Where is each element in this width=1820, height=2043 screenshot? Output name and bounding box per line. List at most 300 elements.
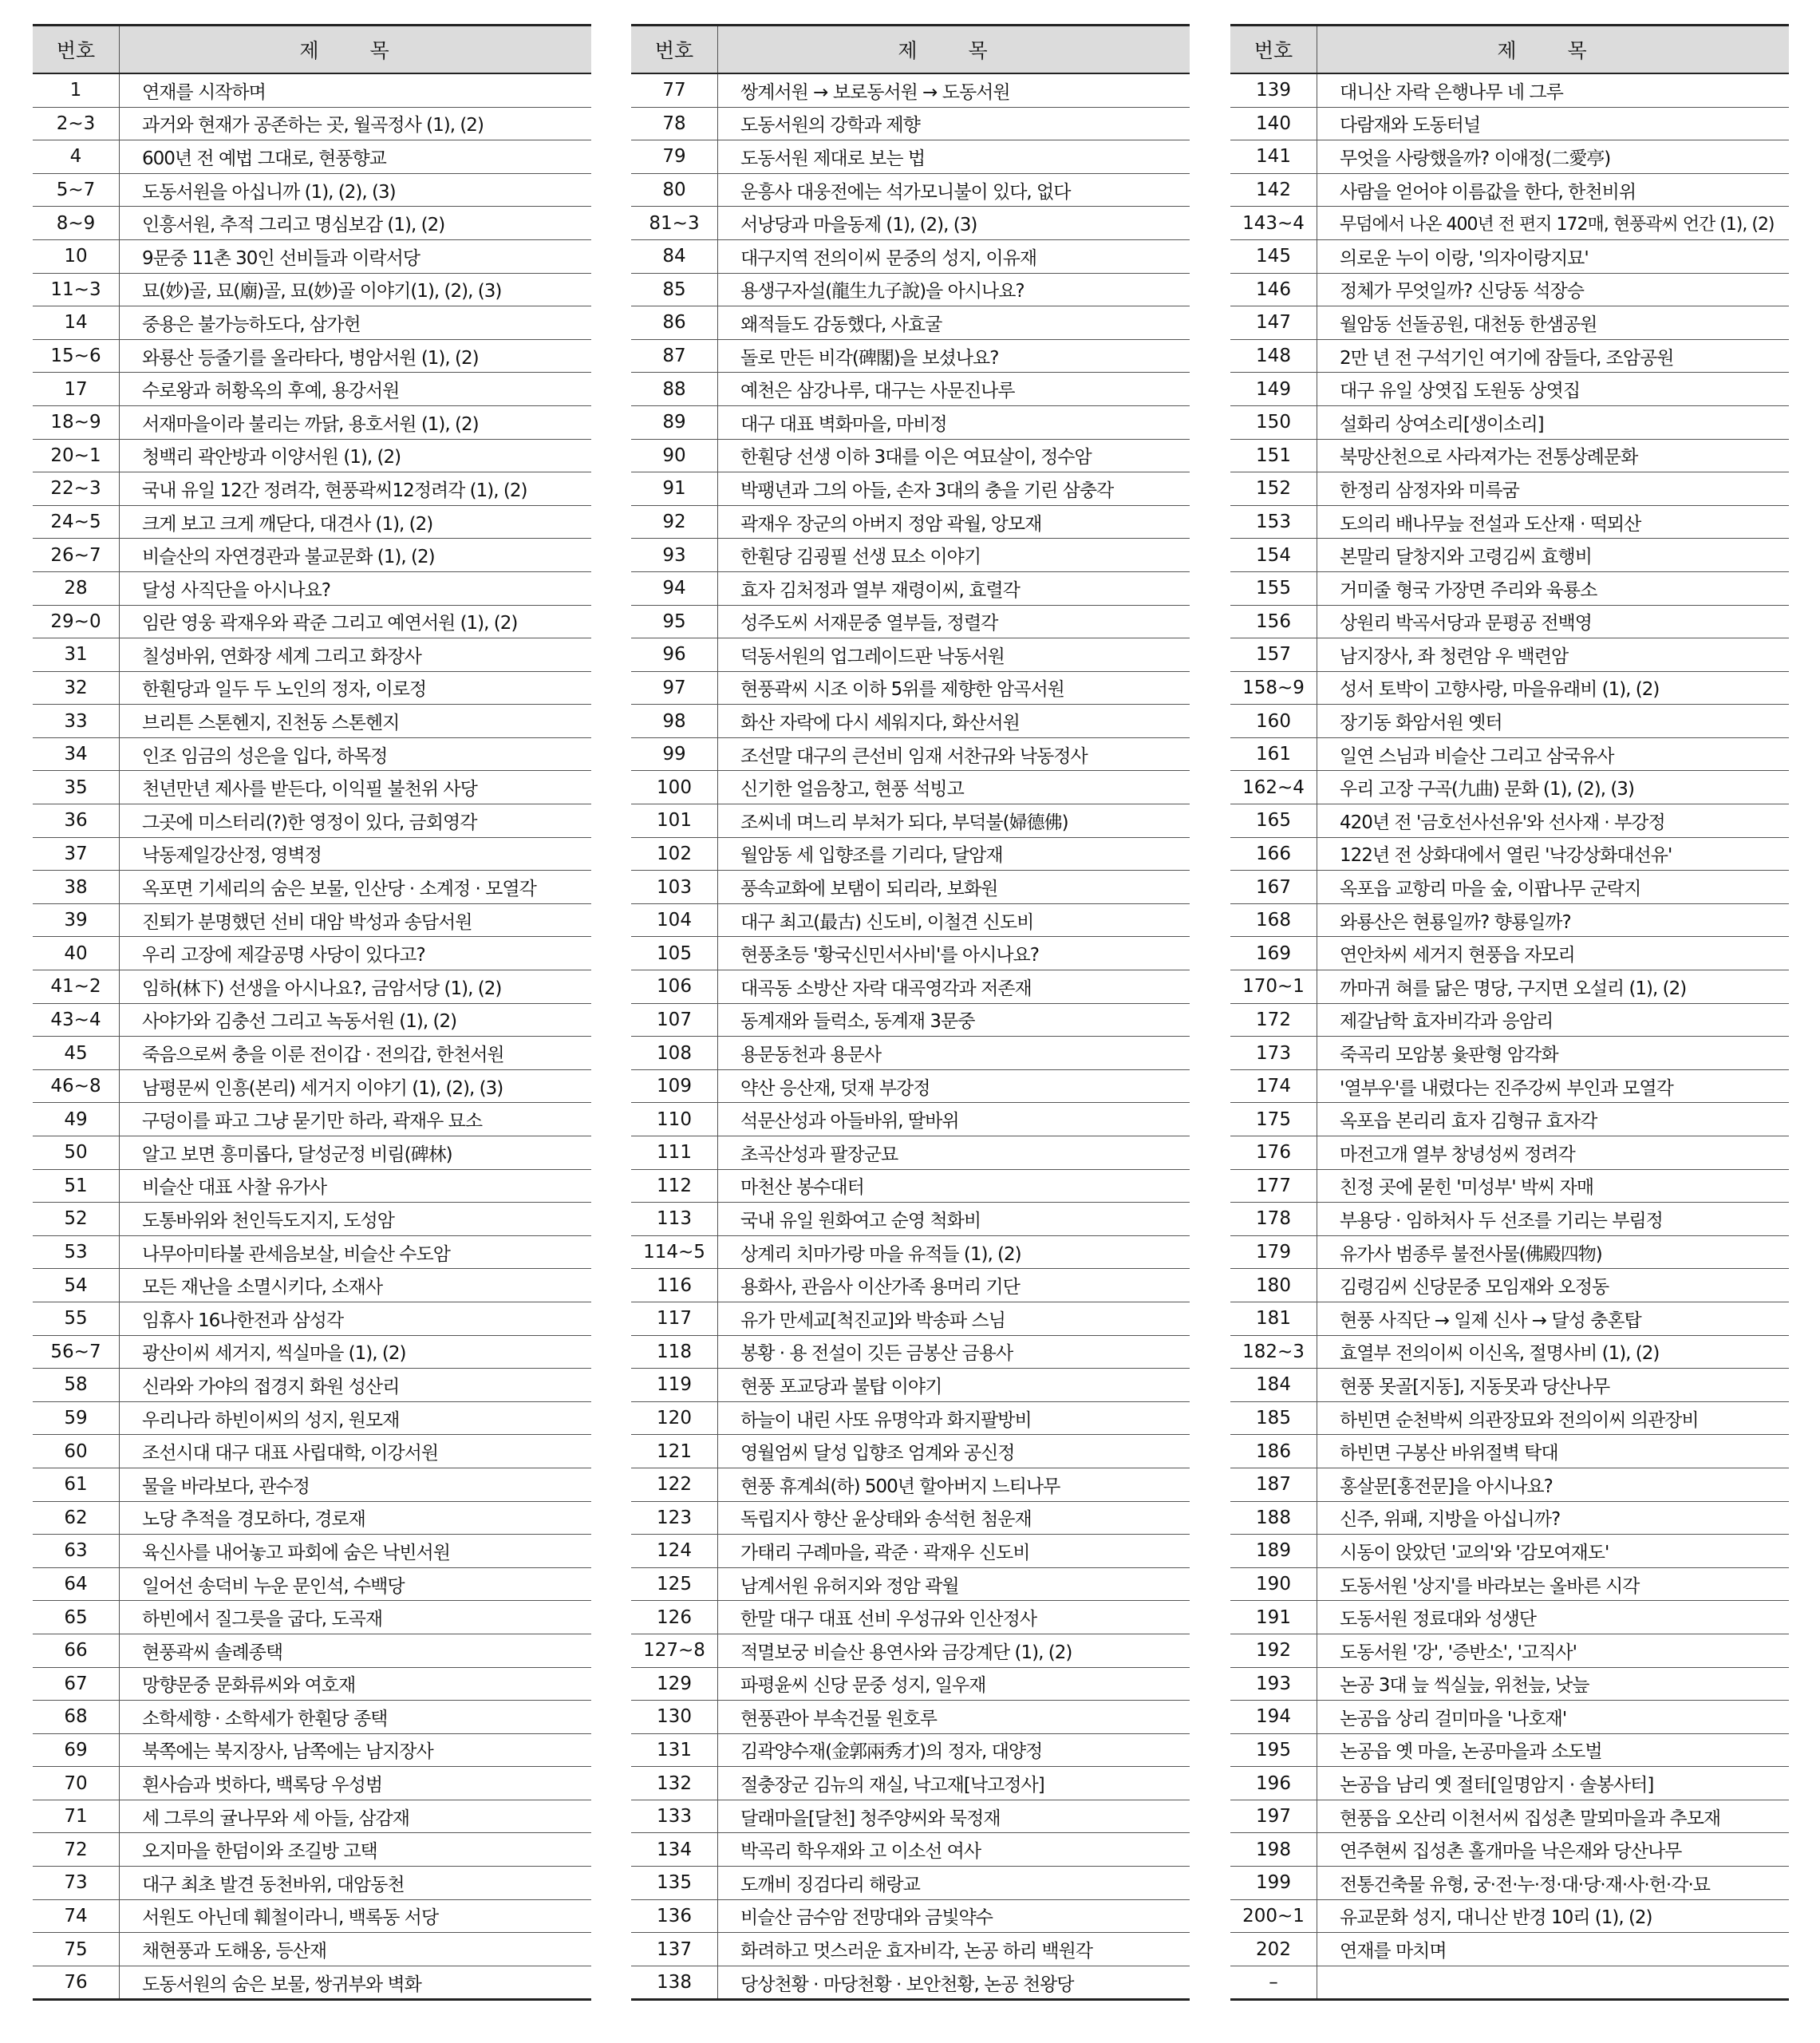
table-row	[33, 1235, 591, 1269]
table-row	[631, 1733, 1190, 1767]
entry-title: 크게 보고 크게 깨닫다, 대견사 (1), (2)	[120, 505, 592, 539]
table-row	[631, 1701, 1190, 1734]
table-row	[631, 1833, 1190, 1867]
entry-title: 효자 김처정과 열부 재령이씨, 효렬각	[718, 571, 1190, 605]
entry-number: 20~1	[33, 439, 120, 472]
entry-title: 홍살문[홍전문]을 아시나요?	[1317, 1468, 1790, 1501]
table-row	[1230, 1899, 1789, 1933]
entry-number: 191	[1230, 1601, 1317, 1634]
entry-title: 하빈에서 질그릇을 굽다, 도곡재	[120, 1601, 592, 1634]
table-row	[1230, 239, 1789, 273]
table-row	[33, 1435, 591, 1468]
entry-title: 화려하고 멋스러운 효자비각, 논공 하리 백원각	[718, 1933, 1190, 1966]
table-row	[631, 1800, 1190, 1833]
table-row	[631, 239, 1190, 273]
table-row	[33, 1767, 591, 1800]
entry-number: 95	[631, 605, 718, 638]
entry-number: 71	[33, 1800, 120, 1833]
entry-title: 옥포읍 본리리 효자 김형규 효자각	[1317, 1103, 1790, 1136]
entry-title: 일연 스님과 비슬산 그리고 삼국유사	[1317, 737, 1790, 771]
entry-title: 신라와 가야의 접경지 화원 성산리	[120, 1369, 592, 1402]
entry-title: 하늘이 내린 사또 유명악과 화지팔방비	[718, 1401, 1190, 1435]
table-row	[33, 107, 591, 140]
entry-number: 178	[1230, 1203, 1317, 1236]
entry-title: 친정 곳에 묻힌 '미성부' 박씨 자매	[1317, 1169, 1790, 1203]
entry-title: 브리튼 스톤헨지, 진천동 스톤헨지	[120, 705, 592, 738]
table-row	[33, 937, 591, 970]
entry-title: 연주현씨 집성촌 홀개마을 낙은재와 당산나무	[1317, 1833, 1790, 1867]
entry-title: 연재를 마치며	[1317, 1933, 1790, 1966]
table-row	[33, 472, 591, 506]
table-row	[631, 1933, 1190, 1966]
entry-title: 시동이 앉았던 '교의'와 '감모여재도'	[1317, 1535, 1790, 1568]
table-row	[631, 903, 1190, 937]
table-row	[631, 671, 1190, 705]
entry-number: 96	[631, 638, 718, 672]
table-row	[33, 1701, 591, 1734]
entry-title: 쌍계서원 → 보로동서원 → 도동서원	[718, 73, 1190, 107]
entry-number: 123	[631, 1501, 718, 1535]
table-row	[33, 1501, 591, 1535]
entry-title: 월암동 선돌공원, 대천동 한샘공원	[1317, 306, 1790, 340]
index-table-1	[33, 24, 591, 2001]
entry-number: 50	[33, 1136, 120, 1170]
entry-number: 157	[1230, 638, 1317, 672]
entry-number: 98	[631, 705, 718, 738]
entry-number: 52	[33, 1203, 120, 1236]
table-row	[33, 73, 591, 107]
table-row	[631, 1966, 1190, 2000]
entry-number: 77	[631, 73, 718, 107]
table-row	[33, 1103, 591, 1136]
table-row	[33, 273, 591, 306]
entry-number: 75	[33, 1933, 120, 1966]
table-row	[1230, 439, 1789, 472]
header-number: 번호	[33, 26, 120, 74]
table-row	[1230, 1302, 1789, 1335]
entry-number: 136	[631, 1899, 718, 1933]
entry-title: 용생구자설(龍生九子說)을 아시나요?	[718, 273, 1190, 306]
table-row	[1230, 937, 1789, 970]
entry-title: 유가사 범종루 불전사물(佛殿四物)	[1317, 1235, 1790, 1269]
table-row	[1230, 1933, 1789, 1966]
entry-number: 108	[631, 1037, 718, 1070]
entry-number: 59	[33, 1401, 120, 1435]
entry-number: 78	[631, 107, 718, 140]
entry-number: 146	[1230, 273, 1317, 306]
entry-number: 113	[631, 1203, 718, 1236]
table-row	[1230, 1003, 1789, 1037]
entry-number: 137	[631, 1933, 718, 1966]
entry-title: 마천산 봉수대터	[718, 1169, 1190, 1203]
table-row	[1230, 1567, 1789, 1601]
entry-title: 죽곡리 모암봉 윷판형 암각화	[1317, 1037, 1790, 1070]
entry-title: 동계재와 들럭소, 동계재 3문중	[718, 1003, 1190, 1037]
table-row	[631, 1302, 1190, 1335]
entry-title: 달성 사직단을 아시나요?	[120, 571, 592, 605]
table-row	[1230, 1335, 1789, 1369]
entry-title: 도의리 배나무늪 전설과 도산재 · 떡뫼산	[1317, 505, 1790, 539]
table-row	[33, 1203, 591, 1236]
table-row	[1230, 1037, 1789, 1070]
entry-title: 도통바위와 천인득도지지, 도성암	[120, 1203, 592, 1236]
table-row	[33, 1601, 591, 1634]
entry-title: 옥포읍 교항리 마을 숲, 이팝나무 군락지	[1317, 871, 1790, 904]
entry-number: 117	[631, 1302, 718, 1335]
entry-number: 101	[631, 804, 718, 838]
entry-number: 142	[1230, 173, 1317, 207]
entry-title: 박팽년과 그의 아들, 손자 3대의 충을 기린 삼충각	[718, 472, 1190, 506]
entry-title: 마전고개 열부 창녕성씨 정려각	[1317, 1136, 1790, 1170]
table-header	[33, 26, 591, 74]
table-row	[1230, 1601, 1789, 1634]
table-row	[33, 1567, 591, 1601]
entry-number: 56~7	[33, 1335, 120, 1369]
entry-number: 24~5	[33, 505, 120, 539]
entry-title: 서원도 아닌데 훼철이라니, 백록동 서당	[120, 1899, 592, 1933]
entry-number: 199	[1230, 1867, 1317, 1900]
entry-title: 북망산천으로 사라져가는 전통상례문화	[1317, 439, 1790, 472]
table-row	[1230, 1169, 1789, 1203]
entry-title: 인조 임금의 성은을 입다, 하목정	[120, 737, 592, 771]
entry-number: 198	[1230, 1833, 1317, 1867]
table-row	[631, 1601, 1190, 1634]
table-row	[33, 339, 591, 373]
entry-number: 55	[33, 1302, 120, 1335]
table-row	[33, 1867, 591, 1900]
table-row	[33, 1468, 591, 1501]
table-row	[1230, 1966, 1789, 2000]
table-row	[33, 405, 591, 439]
entry-number: 62	[33, 1501, 120, 1535]
entry-title: 현풍곽씨 솔례종택	[120, 1634, 592, 1667]
entry-title: 운흥사 대웅전에는 석가모니불이 있다, 없다	[718, 173, 1190, 207]
entry-title: 연안차씨 세거지 현풍읍 자모리	[1317, 937, 1790, 970]
table-row	[631, 1501, 1190, 1535]
entry-number: 127~8	[631, 1634, 718, 1667]
table-row	[631, 605, 1190, 638]
entry-title: 유가 만세교[척진교]와 박송파 스님	[718, 1302, 1190, 1335]
entry-number: 43~4	[33, 1003, 120, 1037]
entry-number: 147	[1230, 306, 1317, 340]
table-row	[631, 638, 1190, 672]
entry-number: 64	[33, 1567, 120, 1601]
entry-title: 달래마을[달천] 청주양씨와 묵정재	[718, 1800, 1190, 1833]
entry-title: 남평문씨 인흥(본리) 세거지 이야기 (1), (2), (3)	[120, 1069, 592, 1103]
entry-title: 대구 유일 상엿집 도원동 상엿집	[1317, 373, 1790, 406]
entry-title: 비슬산 금수암 전망대와 금빛약수	[718, 1899, 1190, 1933]
entry-title: 조씨네 며느리 부처가 되다, 부덕불(婦德佛)	[718, 804, 1190, 838]
table-row	[33, 1966, 591, 2000]
table-row	[631, 737, 1190, 771]
table-row	[631, 970, 1190, 1004]
entry-number: 196	[1230, 1767, 1317, 1800]
entry-title: 유교문화 성지, 대니산 반경 10리 (1), (2)	[1317, 1899, 1790, 1933]
entry-title: 도동서원의 강학과 제향	[718, 107, 1190, 140]
table-row	[1230, 605, 1789, 638]
entry-title: 대구 최고(最古) 신도비, 이철견 신도비	[718, 903, 1190, 937]
entry-title: 왜적들도 감동했다, 사효굴	[718, 306, 1190, 340]
entry-number: 51	[33, 1169, 120, 1203]
entry-title: 상원리 박곡서당과 문평공 전백영	[1317, 605, 1790, 638]
table-row	[1230, 671, 1789, 705]
entry-title: 성서 토박이 고향사랑, 마을유래비 (1), (2)	[1317, 671, 1790, 705]
entry-title: 모든 재난을 소멸시키다, 소재사	[120, 1269, 592, 1302]
entry-title: 신주, 위패, 지방을 아십니까?	[1317, 1501, 1790, 1535]
entry-title: 와룡산은 현룡일까? 향룡일까?	[1317, 903, 1790, 937]
table-row	[631, 1634, 1190, 1667]
entry-title: 서재마을이라 불리는 까닭, 용호서원 (1), (2)	[120, 405, 592, 439]
entry-number: 32	[33, 671, 120, 705]
table-row	[1230, 1136, 1789, 1170]
entry-title: 논공읍 옛 마을, 논공마을과 소도벌	[1317, 1733, 1790, 1767]
entry-number: 93	[631, 539, 718, 572]
table-row	[33, 903, 591, 937]
table-row	[631, 339, 1190, 373]
entry-title: 제갈남학 효자비각과 응암리	[1317, 1003, 1790, 1037]
table-row	[1230, 1269, 1789, 1302]
table-row	[1230, 1667, 1789, 1701]
table-row	[631, 107, 1190, 140]
table-row	[631, 771, 1190, 804]
entry-number: 133	[631, 1800, 718, 1833]
entry-title: 성주도씨 서재문중 열부들, 정렬각	[718, 605, 1190, 638]
entry-number: 173	[1230, 1037, 1317, 1070]
entry-number: 145	[1230, 239, 1317, 273]
entry-title: 하빈면 순천박씨 의관장묘와 전의이씨 의관장비	[1317, 1401, 1790, 1435]
table-row	[33, 207, 591, 240]
entry-number: 15~6	[33, 339, 120, 373]
entry-number: 122	[631, 1468, 718, 1501]
entry-title: 거미줄 형국 가장면 주리와 육룡소	[1317, 571, 1790, 605]
entry-title: 정체가 무엇일까? 신당동 석장승	[1317, 273, 1790, 306]
table-row	[33, 1667, 591, 1701]
entry-number: 180	[1230, 1269, 1317, 1302]
table-row	[33, 705, 591, 738]
entry-number: 202	[1230, 1933, 1317, 1966]
entry-title: 장기동 화암서원 옛터	[1317, 705, 1790, 738]
table-row	[631, 1535, 1190, 1568]
entry-number: 174	[1230, 1069, 1317, 1103]
table-row	[1230, 273, 1789, 306]
table-row	[1230, 1369, 1789, 1402]
entry-title: 오지마을 한덤이와 조길방 고택	[120, 1833, 592, 1867]
entry-number: 74	[33, 1899, 120, 1933]
entry-number: 114~5	[631, 1235, 718, 1269]
entry-title: 논공읍 상리 걸미마을 '나호재'	[1317, 1701, 1790, 1734]
table-row	[1230, 837, 1789, 871]
entry-title: 현풍관아 부속건물 원호루	[718, 1701, 1190, 1734]
table-row	[631, 140, 1190, 174]
table-row	[1230, 970, 1789, 1004]
table-row	[33, 1800, 591, 1833]
table-row	[631, 1567, 1190, 1601]
table-row	[33, 140, 591, 174]
entry-number: 149	[1230, 373, 1317, 406]
entry-number: 46~8	[33, 1069, 120, 1103]
entry-number: 11~3	[33, 273, 120, 306]
entry-title: 초곡산성과 팔장군묘	[718, 1136, 1190, 1170]
entry-title: 다람재와 도동터널	[1317, 107, 1790, 140]
entry-number: 190	[1230, 1567, 1317, 1601]
entry-title: 칠성바위, 연화장 세계 그리고 화장사	[120, 638, 592, 672]
entry-number: 91	[631, 472, 718, 506]
table-row	[631, 1899, 1190, 1933]
table-row	[631, 505, 1190, 539]
entry-title: 상계리 치마가랑 마을 유적들 (1), (2)	[718, 1235, 1190, 1269]
entry-number: 179	[1230, 1235, 1317, 1269]
entry-number: 5~7	[33, 173, 120, 207]
table-row	[631, 306, 1190, 340]
entry-title: 죽음으로써 충을 이룬 전이갑 · 전의갑, 한천서원	[120, 1037, 592, 1070]
entry-title: 물을 바라보다, 관수정	[120, 1468, 592, 1501]
entry-number: 61	[33, 1468, 120, 1501]
table-row	[1230, 1767, 1789, 1800]
entry-number: 192	[1230, 1634, 1317, 1667]
entry-title: 조선말 대구의 큰선비 임재 서찬규와 낙동정사	[718, 737, 1190, 771]
entry-number: 79	[631, 140, 718, 174]
entry-number: 125	[631, 1567, 718, 1601]
entry-title: 곽재우 장군의 아버지 정암 곽월, 앙모재	[718, 505, 1190, 539]
entry-title: 가태리 구례마을, 곽준 · 곽재우 신도비	[718, 1535, 1190, 1568]
entry-title: 옥포면 기세리의 숨은 보물, 인산당 · 소계정 · 모열각	[120, 871, 592, 904]
entry-title: 까마귀 혀를 닮은 명당, 구지면 오설리 (1), (2)	[1317, 970, 1790, 1004]
entry-number: 38	[33, 871, 120, 904]
table-row	[1230, 373, 1789, 406]
table-row	[631, 705, 1190, 738]
table-row	[1230, 173, 1789, 207]
table-row	[1230, 405, 1789, 439]
entry-title: 현풍 사직단 → 일제 신사 → 달성 충혼탑	[1317, 1302, 1790, 1335]
entry-title: 임란 영웅 곽재우와 곽준 그리고 예연서원 (1), (2)	[120, 605, 592, 638]
entry-title: 대구 대표 벽화마을, 마비정	[718, 405, 1190, 439]
entry-title: 소학세향 · 소학세가 한훤당 종택	[120, 1701, 592, 1734]
entry-number: 155	[1230, 571, 1317, 605]
table-row	[1230, 804, 1789, 838]
entry-number: 176	[1230, 1136, 1317, 1170]
entry-title: 임휴사 16나한전과 삼성각	[120, 1302, 592, 1335]
index-table-3	[1230, 24, 1789, 2001]
entry-number: 40	[33, 937, 120, 970]
table-row	[631, 804, 1190, 838]
table-row	[1230, 1468, 1789, 1501]
table-row	[33, 505, 591, 539]
table-row	[33, 1933, 591, 1966]
table-row	[1230, 140, 1789, 174]
table-row	[1230, 1701, 1789, 1734]
table-row	[631, 1037, 1190, 1070]
table-row	[1230, 505, 1789, 539]
entry-number: 8~9	[33, 207, 120, 240]
entry-number: 188	[1230, 1501, 1317, 1535]
table-row	[631, 1103, 1190, 1136]
table-row	[631, 539, 1190, 572]
entry-title: 대니산 자락 은행나무 네 그루	[1317, 73, 1790, 107]
table-row	[1230, 737, 1789, 771]
table-row	[33, 1037, 591, 1070]
entry-number: 130	[631, 1701, 718, 1734]
entry-title: 신기한 얼음창고, 현풍 석빙고	[718, 771, 1190, 804]
entry-number: 100	[631, 771, 718, 804]
entry-title: 122년 전 상화대에서 열린 '낙강상화대선유'	[1317, 837, 1790, 871]
entry-number: 63	[33, 1535, 120, 1568]
entry-title: 9문중 11촌 30인 선비들과 이락서당	[120, 239, 592, 273]
table-row	[1230, 1833, 1789, 1867]
entry-title: 현풍곽씨 시조 이하 5위를 제향한 암곡서원	[718, 671, 1190, 705]
table-row	[631, 1369, 1190, 1402]
table-row	[33, 804, 591, 838]
table-row	[33, 1833, 591, 1867]
entry-number: 87	[631, 339, 718, 373]
table-row	[631, 173, 1190, 207]
entry-title: 석문산성과 아들바위, 딸바위	[718, 1103, 1190, 1136]
entry-title: 김곽양수재(金郭兩秀才)의 정자, 대양정	[718, 1733, 1190, 1767]
entry-title: 약산 응산재, 덧재 부강정	[718, 1069, 1190, 1103]
entry-title: 무엇을 사랑했을까? 이애정(二愛亭)	[1317, 140, 1790, 174]
table-header	[631, 26, 1190, 74]
entry-number: 200~1	[1230, 1899, 1317, 1933]
table-row	[33, 1136, 591, 1170]
entry-title: 덕동서원의 업그레이드판 낙동서원	[718, 638, 1190, 672]
table-header	[1230, 26, 1789, 74]
table-row	[631, 1767, 1190, 1800]
table-row	[1230, 903, 1789, 937]
entry-number: 170~1	[1230, 970, 1317, 1004]
entry-title: 우리 고장에 제갈공명 사당이 있다고?	[120, 937, 592, 970]
table-row	[631, 571, 1190, 605]
table-row	[33, 605, 591, 638]
table-row	[33, 871, 591, 904]
entry-title: 육신사를 내어놓고 파회에 숨은 낙빈서원	[120, 1535, 592, 1568]
entry-title: 용문동천과 용문사	[718, 1037, 1190, 1070]
table-row	[631, 1203, 1190, 1236]
entry-number: 49	[33, 1103, 120, 1136]
entry-title: 흰사슴과 벗하다, 백록당 우성범	[120, 1767, 592, 1800]
entry-title: 한말 대구 대표 선비 우성규와 인산정사	[718, 1601, 1190, 1634]
entry-number: 193	[1230, 1667, 1317, 1701]
entry-number: 111	[631, 1136, 718, 1170]
table-row	[1230, 1203, 1789, 1236]
entry-title: 대구 최초 발견 동천바위, 대암동천	[120, 1867, 592, 1900]
entry-title: 당상천황 · 마당천황 · 보안천황, 논공 천왕당	[718, 1966, 1190, 2000]
entry-title: 세 그루의 귤나무와 세 아들, 삼감재	[120, 1800, 592, 1833]
entry-title: 나무아미타불 관세음보살, 비슬산 수도암	[120, 1235, 592, 1269]
entry-title: 인흥서원, 추적 그리고 명심보감 (1), (2)	[120, 207, 592, 240]
table-row	[33, 439, 591, 472]
entry-title: 비슬산 대표 사찰 유가사	[120, 1169, 592, 1203]
entry-title: 우리나라 하빈이씨의 성지, 원모재	[120, 1401, 592, 1435]
entry-number: 94	[631, 571, 718, 605]
entry-number: 4	[33, 140, 120, 174]
entry-number: 124	[631, 1535, 718, 1568]
table-row	[1230, 472, 1789, 506]
entry-number: 22~3	[33, 472, 120, 506]
entry-number: 187	[1230, 1468, 1317, 1501]
entry-title: 김령김씨 신당문중 모임재와 오정동	[1317, 1269, 1790, 1302]
entry-number: 2~3	[33, 107, 120, 140]
entry-number: 112	[631, 1169, 718, 1203]
entry-number: 102	[631, 837, 718, 871]
entry-number: 54	[33, 1269, 120, 1302]
entry-number: 120	[631, 1401, 718, 1435]
table-row	[1230, 1867, 1789, 1900]
header-title: 제 목	[120, 26, 592, 74]
entry-number: 81~3	[631, 207, 718, 240]
entry-title: 도동서원을 아십니까 (1), (2), (3)	[120, 173, 592, 207]
entry-number: 167	[1230, 871, 1317, 904]
table-row	[33, 571, 591, 605]
table-row	[1230, 1800, 1789, 1833]
